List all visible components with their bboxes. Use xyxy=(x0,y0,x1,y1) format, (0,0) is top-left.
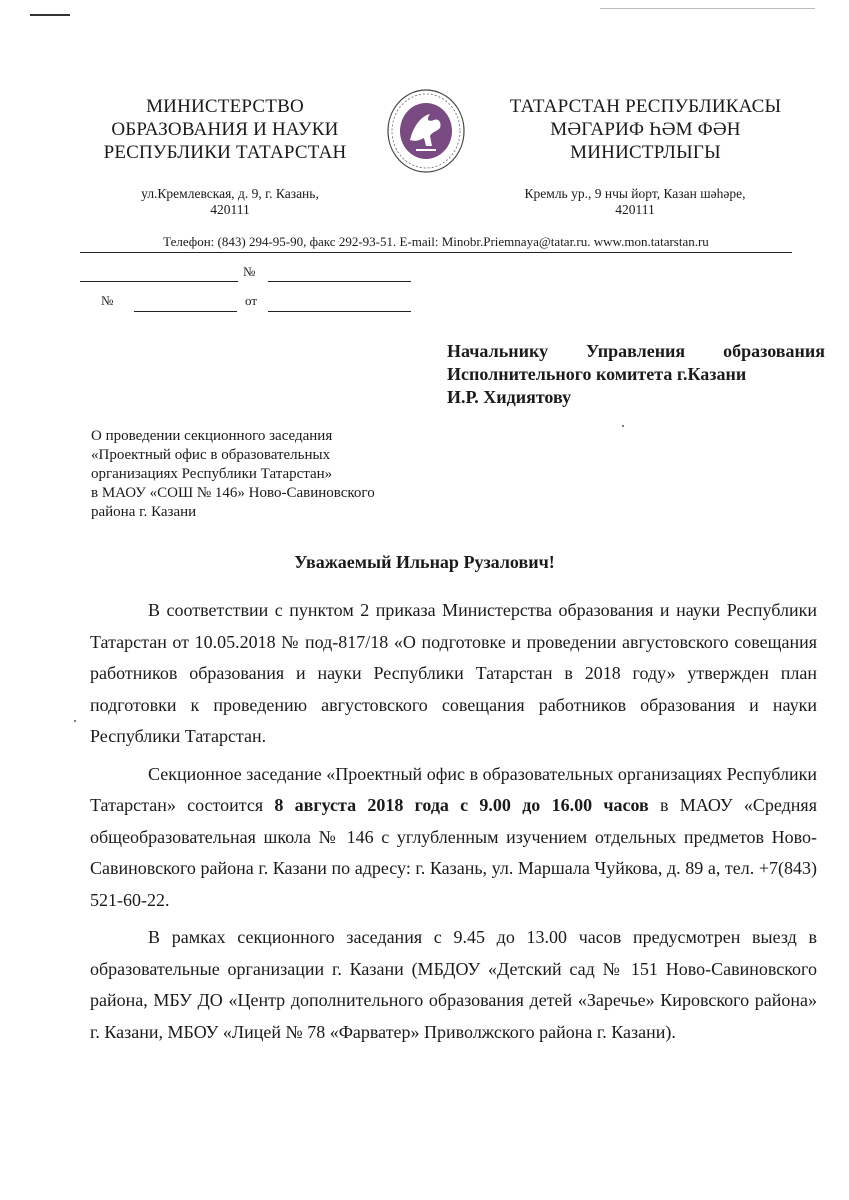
contacts-line: Телефон: (843) 294-95-90, факс 292-93-51. E-mail: Minobr.Priemnaya@tatar.ru. www.mon.tatarstan.ru xyxy=(80,234,792,253)
left-org-line: МИНИСТЕРСТВО xyxy=(146,96,304,117)
addressee-name: И.Р. Хидиятову xyxy=(447,387,572,407)
right-org-line: МИНИСТРЛЫГЫ xyxy=(570,142,721,163)
paragraph-1: В соответствии с пунктом 2 приказа Министерства образования и науки Республики Татарстан от 10.05.2018 № под-817/18 «О подготовке и проведении августовского совещания работников образования и науки Республики Татарстан в 2018 году» утвержден план подготовки к проведению августовского совещания работников образования и науки Республики Татарстан. xyxy=(90,600,817,746)
tatarstan-emblem-icon xyxy=(386,88,466,174)
subject-line: О проведении секционного заседания xyxy=(91,428,333,444)
reg-number-line xyxy=(268,281,411,282)
corner-scan-mark xyxy=(30,14,70,16)
ministry-name-tatar xyxy=(488,95,803,164)
scan-speck xyxy=(74,720,76,722)
left-org-line: ОБРАЗОВАНИЯ И НАУКИ xyxy=(111,119,339,140)
letter-body xyxy=(90,595,817,1054)
postal-code: 420111 xyxy=(210,202,250,217)
subject-line: района г. Казани xyxy=(91,504,197,520)
address-line: Кремль ур., 9 нчы йорт, Казан шәһәре, xyxy=(524,186,746,201)
incoming-date-line xyxy=(268,311,411,312)
addressee-organization: Исполнительного комитета г.Казани xyxy=(447,364,747,384)
p2-text-after: в МАОУ «Средняя общеобразовательная школа № 146 с углубленным изучением отдельных предметов Ново-Савиновского района г. Казани по адресу: г. Казань, ул. Маршала Чуйкова, д. 89 а, тел. +7(843) 521-60-22. xyxy=(90,795,817,910)
left-org-line: РЕСПУБЛИКИ ТАТАРСТАН xyxy=(103,142,347,163)
right-org-line: МӘГАРИФ ҺӘМ ФӘН xyxy=(550,119,741,140)
ministry-name-russian xyxy=(90,95,360,164)
subject-line: «Проектный офис в образовательных xyxy=(91,447,331,463)
addressee-position: Начальнику Управления образования xyxy=(447,341,825,361)
postal-code: 420111 xyxy=(615,202,655,217)
top-scan-line xyxy=(600,8,815,9)
reg-date-line xyxy=(80,281,238,282)
event-date-time: 8 августа 2018 года с 9.00 до 16.00 часов xyxy=(274,795,649,815)
right-org-line: ТАТАРСТАН РЕСПУБЛИКАСЫ xyxy=(509,96,782,117)
subject-line: организациях Республики Татарстан» xyxy=(91,466,333,482)
from-label: от xyxy=(245,293,258,308)
p2-text-before: Секционное заседание «Проектный офис в образовательных организациях Республики Татарстан» состоится xyxy=(90,763,817,815)
ministry-address-russian xyxy=(110,186,350,218)
scan-speck xyxy=(622,425,624,427)
number-sign: № xyxy=(243,264,256,279)
paragraph-3: В рамках секционного заседания с 9.45 до 13.00 часов предусмотрен выезд в образовательные организации г. Казани (МБДОУ «Детский сад № 151 Ново-Савиновского района, МБУ ДО «Центр дополнительного образования детей «Заречье» Кировского района» г. Казани, МБОУ «Лицей № 78 «Фарватер» Приволжского района г. Казани). xyxy=(90,927,817,1042)
greeting: Уважаемый Ильнар Рузалович! xyxy=(294,552,555,572)
ministry-address-tatar xyxy=(500,186,770,218)
address-line: ул.Кремлевская, д. 9, г. Казань, xyxy=(141,186,319,201)
subject-line: в МАОУ «СОШ № 146» Ново-Савиновского xyxy=(91,485,375,501)
paragraph-2 xyxy=(90,759,817,917)
incoming-number-line xyxy=(134,311,237,312)
incoming-number-sign: № xyxy=(101,293,114,308)
addressee-block xyxy=(447,340,825,409)
subject-block xyxy=(91,427,411,522)
